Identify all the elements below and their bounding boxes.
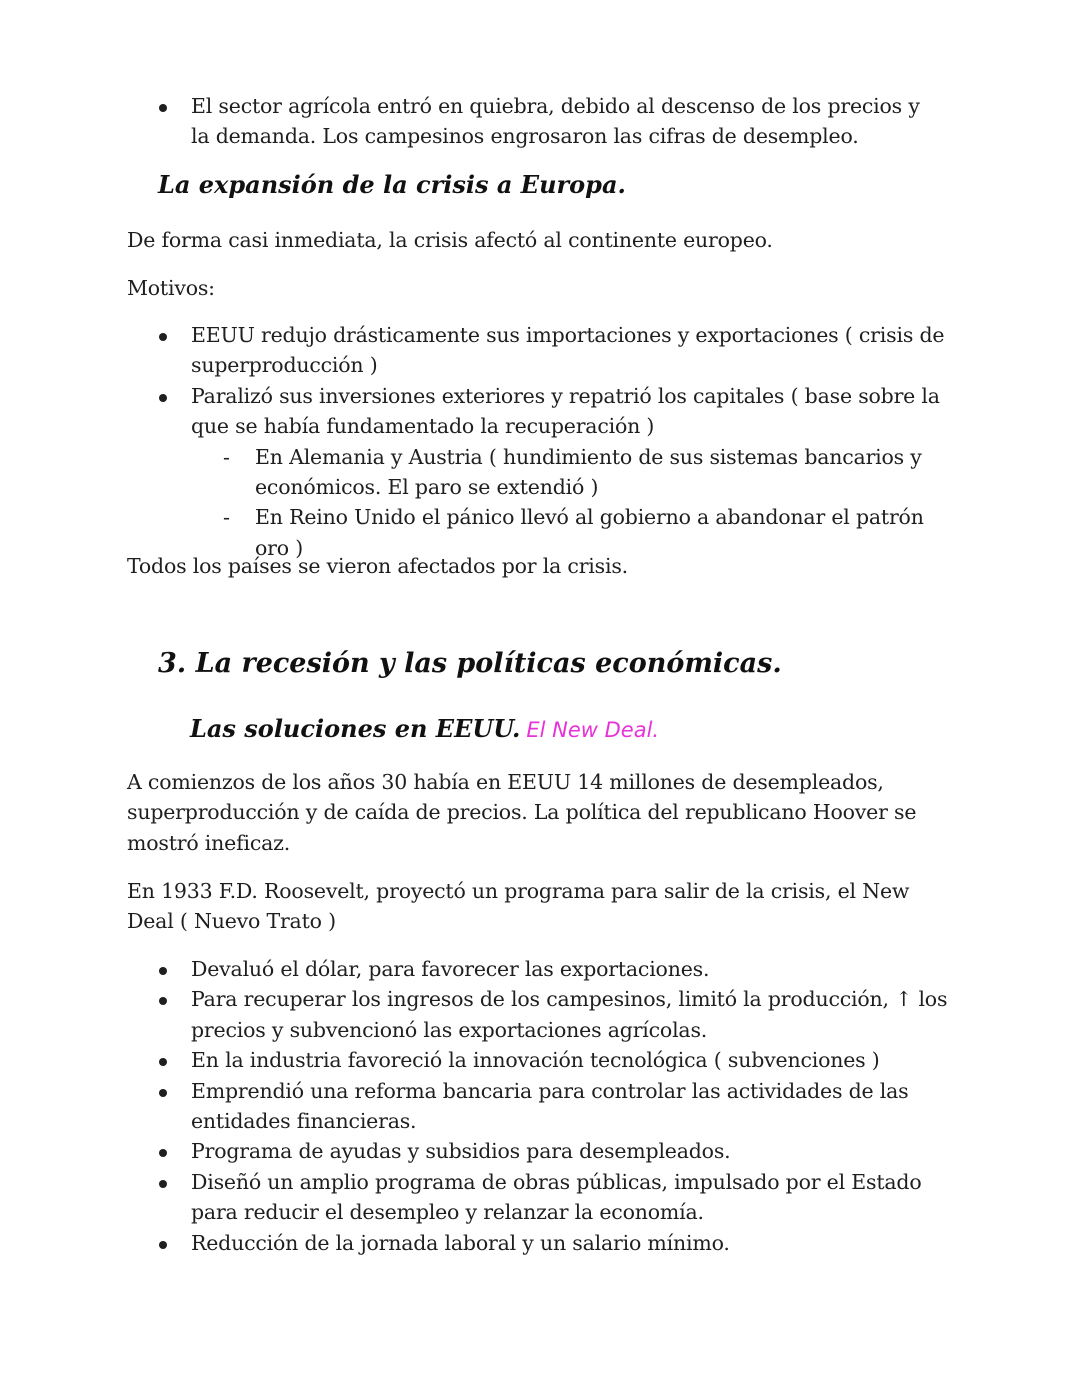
bullet-icon (159, 967, 167, 975)
list-item-text: Programa de ayudas y subsidios para desempleados. (191, 1139, 731, 1164)
list-item (127, 1045, 957, 1075)
top-bullet-list (127, 91, 927, 152)
section-subheading-eeuu (190, 714, 659, 743)
bullet-icon (159, 333, 167, 341)
bullet-icon (159, 104, 167, 112)
section-heading-europe: La expansión de la crisis a Europa. (158, 170, 626, 199)
bullet-icon (159, 1058, 167, 1066)
list-item-text: EEUU redujo drásticamente sus importaciones y exportaciones ( crisis de superproducción ) (191, 323, 945, 378)
list-item-text: Paralizó sus inversiones exteriores y repatrió los capitales ( base sobre la que se había fundamentado la recuperación ) (191, 383, 940, 439)
list-item-text: El sector agrícola entró en quiebra, debido al descenso de los precios y la demanda. Los campesinos engrosaron las cifras de desempleo. (191, 94, 920, 149)
dash-icon: - (223, 444, 230, 469)
europe-conclusion: Todos los países se vieron afectados por la crisis. (127, 554, 628, 578)
list-item-text: Para recuperar los ingresos de los campesinos, limitó la producción, ↑ los precios y subvencionó las exportaciones agrícolas. (191, 987, 948, 1042)
list-item (127, 1228, 957, 1258)
europe-sub-list (191, 442, 957, 564)
sub-list-item-text: En Reino Unido el pánico llevó al gobierno a abandonar el patrón oro ) (255, 505, 924, 560)
list-item-text: Emprendió una reforma bancaria para controlar las actividades de las entidades financieras. (191, 1078, 909, 1134)
list-item (127, 954, 957, 984)
list-item (127, 984, 957, 1045)
bullet-icon (159, 1089, 167, 1097)
bullet-icon (159, 997, 167, 1005)
list-item (127, 1076, 957, 1137)
list-item (127, 381, 957, 563)
list-item (127, 1136, 957, 1166)
bullet-icon (159, 1241, 167, 1249)
list-item (127, 91, 927, 152)
list-item (127, 320, 957, 381)
list-item-text: Diseñó un amplio programa de obras públicas, impulsado por el Estado para reducir el desempleo y relanzar la economía. (191, 1169, 922, 1225)
list-item (127, 1167, 957, 1228)
europe-intro: De forma casi inmediata, la crisis afectó al continente europeo. (127, 228, 773, 252)
section-3-paragraph-2: En 1933 F.D. Roosevelt, proyectó un programa para salir de la crisis, el New Deal ( Nuevo Trato ) (127, 879, 910, 934)
bullet-icon (159, 1180, 167, 1188)
motivos-label: Motivos: (127, 276, 215, 300)
list-item-text: En la industria favoreció la innovación tecnológica ( subvenciones ) (191, 1048, 880, 1073)
sub-list-item (191, 442, 957, 503)
bullet-icon (159, 1149, 167, 1157)
sub-list-item-text: En Alemania y Austria ( hundimiento de sus sistemas bancarios y económicos. El paro se extendió ) (255, 444, 922, 500)
list-item-text: Reducción de la jornada laboral y un salario mínimo. (191, 1230, 730, 1255)
new-deal-bullet-list (127, 954, 957, 1258)
section-3-paragraph-1: A comienzos de los años 30 había en EEUU 14 millones de desempleados, superproducción y de caída de precios. La política del republicano Hoover se mostró ineficaz. (127, 770, 917, 855)
subheading-text: Las soluciones en EEUU. (190, 714, 521, 743)
bullet-icon (159, 394, 167, 402)
dash-icon: - (223, 505, 230, 530)
subheading-note: El New Deal. (526, 718, 660, 742)
europe-bullet-list (127, 320, 957, 563)
list-item-text: Devaluó el dólar, para favorecer las exportaciones. (191, 957, 710, 981)
section-heading-3: 3. La recesión y las políticas económicas. (158, 648, 782, 679)
